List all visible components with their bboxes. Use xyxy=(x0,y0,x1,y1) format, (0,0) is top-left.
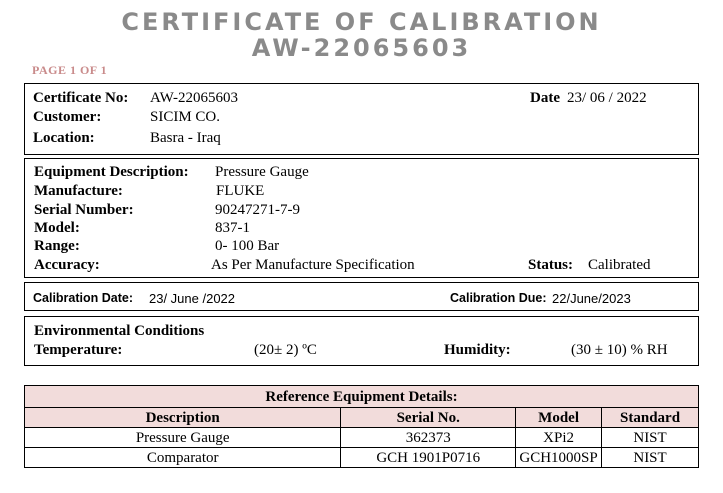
column-header-standard: Standard xyxy=(602,408,699,428)
temperature-label: Temperature: xyxy=(34,342,123,358)
humidity-label: Humidity: xyxy=(444,342,511,358)
cell-description: Pressure Gauge xyxy=(25,428,341,448)
certificate-title: CERTIFICATE OF CALIBRATION xyxy=(121,8,602,36)
cell-serial: 362373 xyxy=(341,428,516,448)
table-row xyxy=(25,428,699,448)
model-label: Model: xyxy=(34,220,80,236)
cell-model: XPi2 xyxy=(516,428,602,448)
equipment-description-value: Pressure Gauge xyxy=(215,164,309,180)
reference-equipment-table xyxy=(24,385,699,468)
calibration-due-label: Calibration Due: xyxy=(450,291,547,305)
cell-serial: GCH 1901P0716 xyxy=(341,448,516,468)
equipment-description-label: Equipment Description: xyxy=(34,164,189,180)
calibration-due-value: 22/June/2023 xyxy=(552,291,631,306)
accuracy-label: Accuracy: xyxy=(34,257,100,273)
manufacture-value: FLUKE xyxy=(216,183,265,199)
certificate-number-title: AW-22065603 xyxy=(251,34,472,62)
column-header-description: Description xyxy=(25,408,341,428)
page-label: PAGE 1 OF 1 xyxy=(32,63,108,77)
serial-number-label: Serial Number: xyxy=(34,202,134,218)
table-row xyxy=(25,448,699,468)
cert-no-value: AW-22065603 xyxy=(150,90,238,106)
cell-standard: NIST xyxy=(602,448,699,468)
manufacture-label: Manufacture: xyxy=(34,183,123,199)
customer-label: Customer: xyxy=(33,109,102,125)
humidity-value: (30 ± 10) % RH xyxy=(571,342,668,358)
column-header-serial: Serial No. xyxy=(341,408,516,428)
cell-standard: NIST xyxy=(602,428,699,448)
date-value: 23/ 06 / 2022 xyxy=(567,90,647,106)
cell-description: Comparator xyxy=(25,448,341,468)
range-value: 0- 100 Bar xyxy=(215,238,280,254)
column-header-model: Model xyxy=(516,408,602,428)
cell-model: GCH1000SP xyxy=(516,448,602,468)
location-value: Basra - Iraq xyxy=(150,130,221,146)
serial-number-value: 90247271-7-9 xyxy=(215,202,300,218)
reference-header-row xyxy=(25,408,699,428)
date-label: Date xyxy=(530,90,560,106)
status-value: Calibrated xyxy=(588,257,651,273)
temperature-value: (20± 2) ºC xyxy=(254,342,317,358)
calibration-date-label: Calibration Date: xyxy=(33,291,134,305)
model-value: 837-1 xyxy=(215,220,250,236)
location-label: Location: xyxy=(33,130,95,146)
range-label: Range: xyxy=(34,238,80,254)
calibration-date-value: 23/ June /2022 xyxy=(149,291,236,306)
environment-heading: Environmental Conditions xyxy=(34,323,205,339)
accuracy-value: As Per Manufacture Specification xyxy=(211,257,415,273)
cert-no-label: Certificate No: xyxy=(33,90,129,106)
status-label: Status: xyxy=(528,257,574,273)
customer-value: SICIM CO. xyxy=(150,109,221,125)
reference-title: Reference Equipment Details: xyxy=(25,386,699,408)
reference-title-row xyxy=(25,386,699,408)
